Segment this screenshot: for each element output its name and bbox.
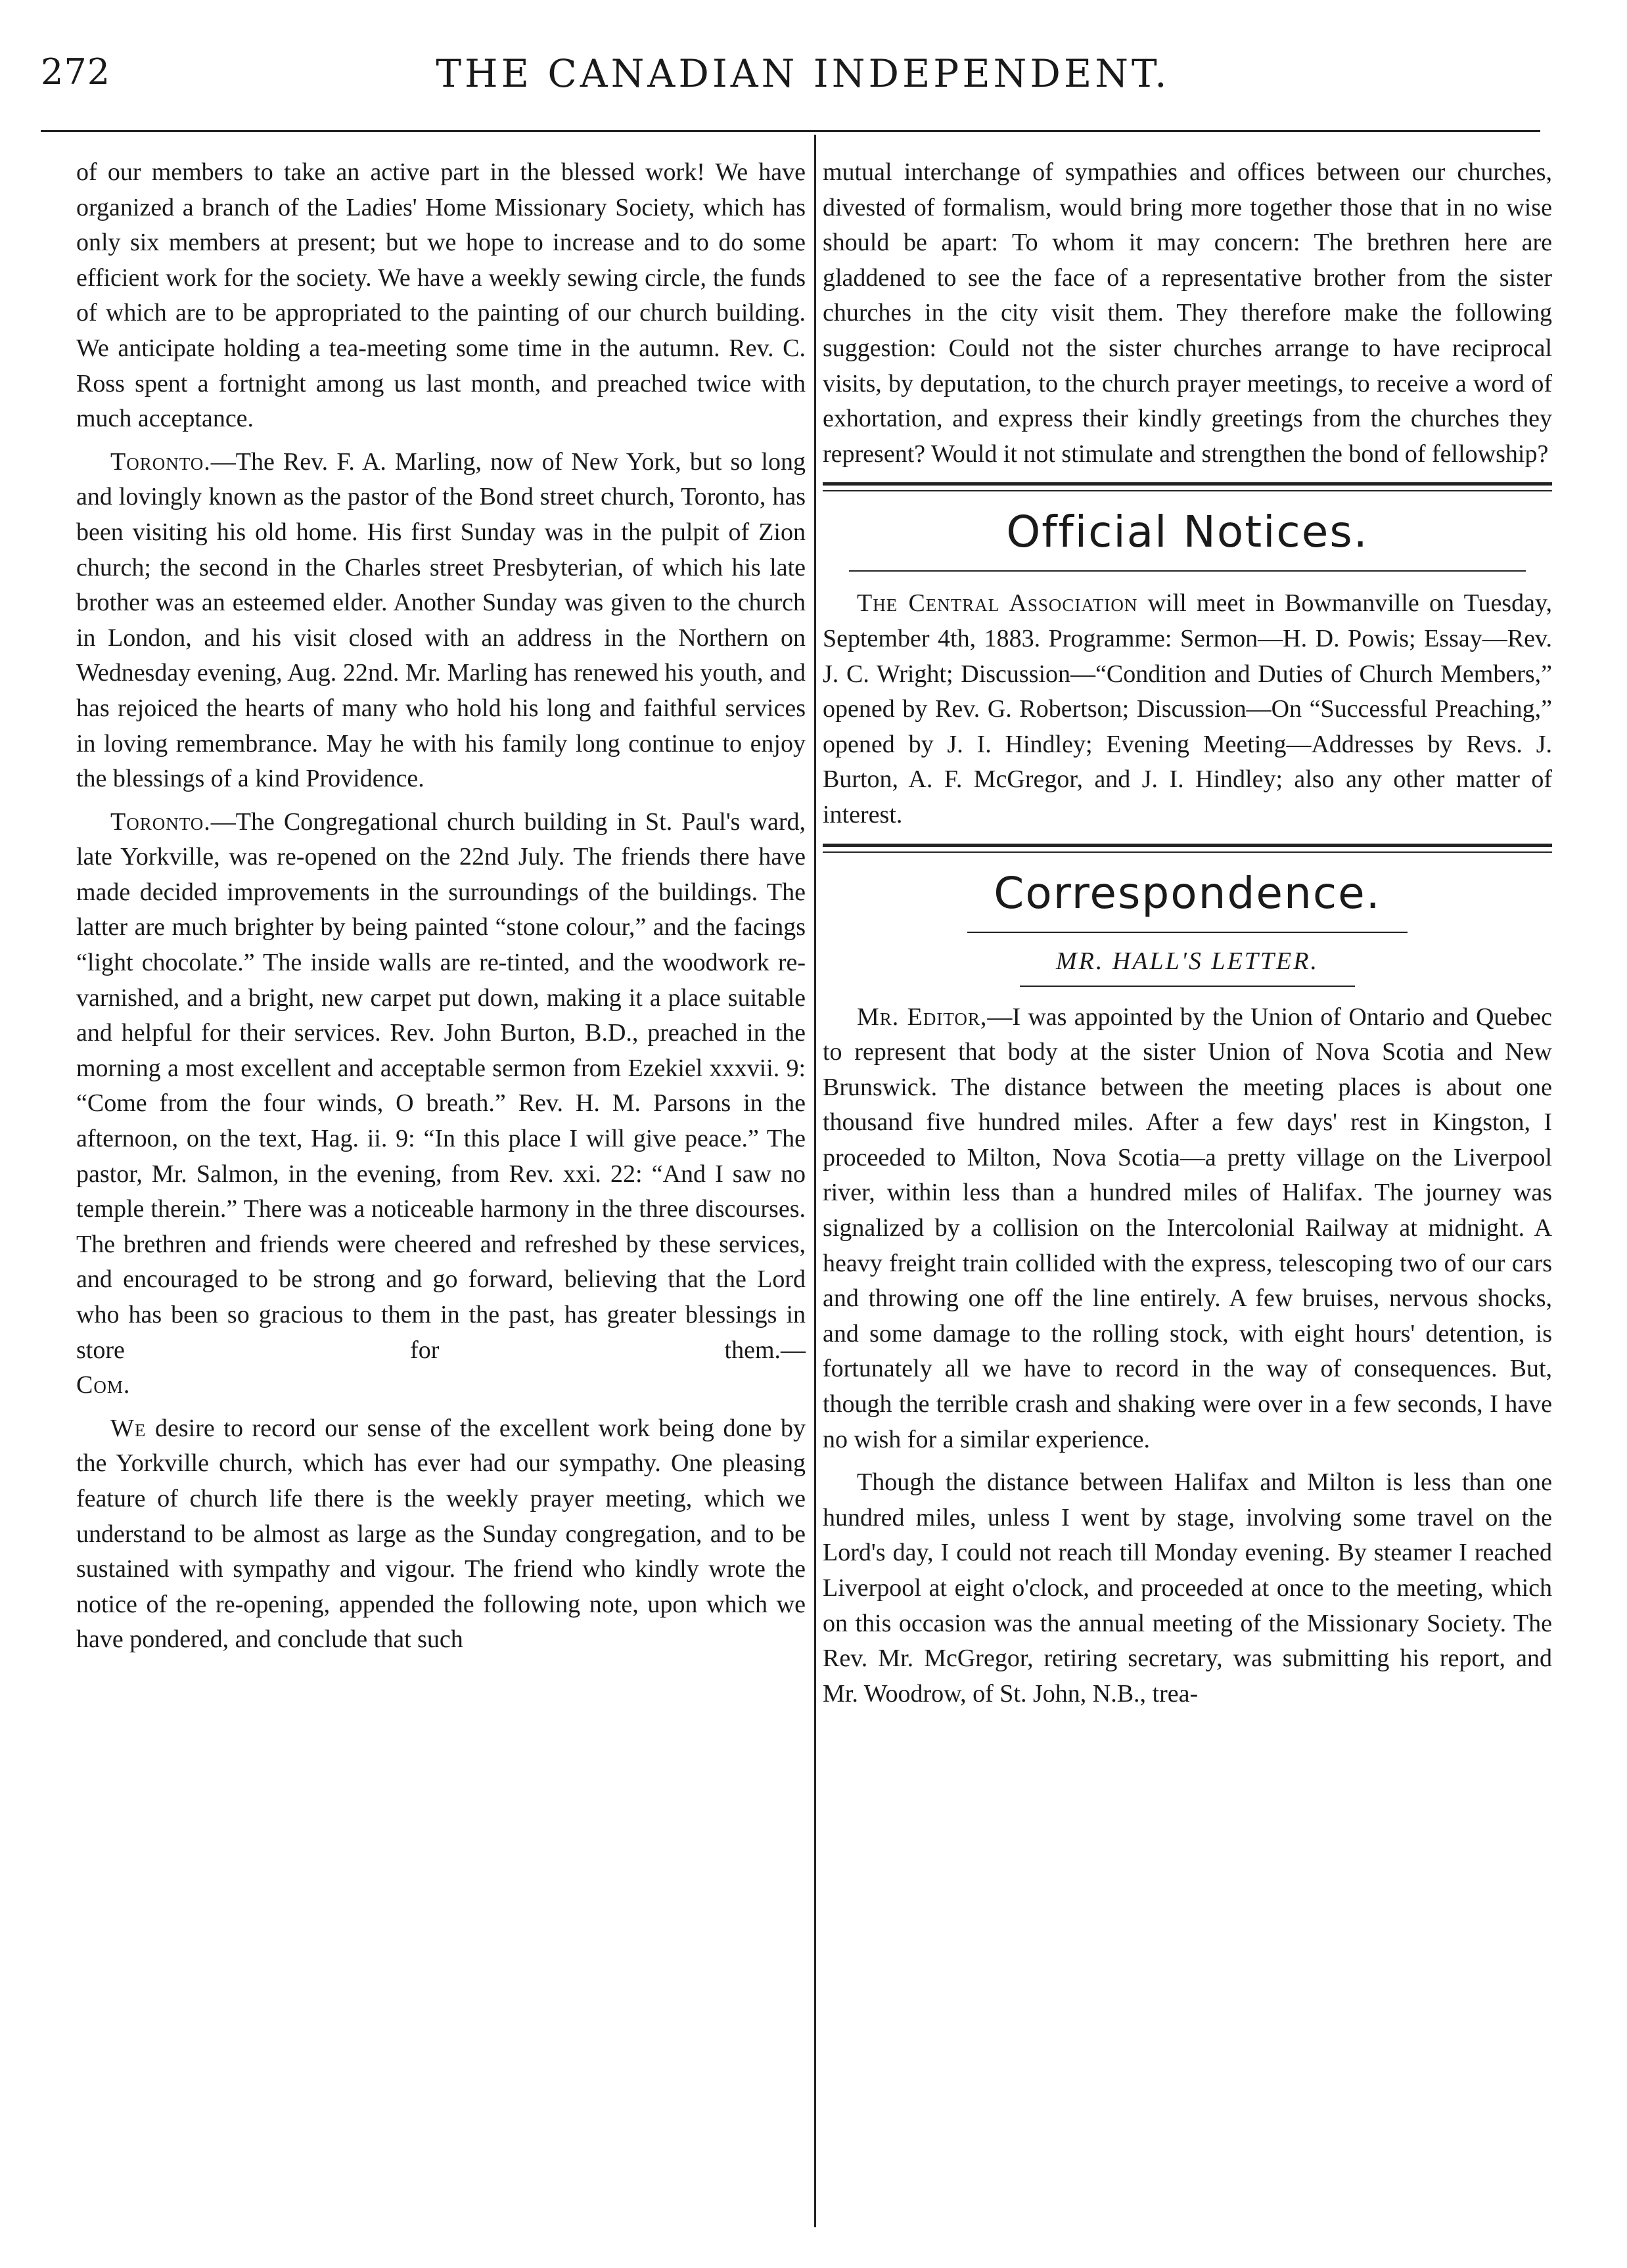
section-rule <box>823 844 1552 853</box>
dateline: Toronto. <box>110 807 211 836</box>
heading-rule <box>849 570 1526 572</box>
official-notice <box>823 586 1552 832</box>
notice-body: will meet in Bowmanville on Tuesday, September 4th, 1883. Programme: Sermon—H. D. Powis; Essay—Rev. J. C. Wright; Discussion—“Condition and Duties of Church Members,” opened by Rev. G. Robertson; Discussion—On “Successful Preaching,” opened by J. I. Hindley; Evening Meeting—Addresses by Revs. J. Burton, A. F. McGregor, and J. I. Hindley; also any other matter of interest. <box>823 589 1552 828</box>
letter-title: MR. HALL'S LETTER. <box>1056 947 1319 975</box>
signature <box>76 1368 806 1403</box>
news-item-toronto-marling <box>76 445 806 797</box>
header-rule <box>41 130 1540 132</box>
signature-text: Com. <box>76 1371 131 1399</box>
paragraph-continued: mutual interchange of sympathies and offices between our churches, divested of formalism, would bring more together those that in no wise should be apart: To whom it may concern: The brethren here are gladdened to see the face of a representative brother from the sister churches in the city visit them. They therefore make the following suggestion: Could not the sister churches arrange to have reciprocal visits, by deputation, to the church prayer meetings, to receive a word of exhortation, and express their kindly greetings from the churches they represent? Would it not stimulate and strengthen the bond of fellowship? <box>823 158 1552 468</box>
page-number: 272 <box>41 51 111 93</box>
left-column <box>76 155 806 1658</box>
right-column <box>823 155 1552 1712</box>
letter-paragraph <box>823 1000 1552 1458</box>
official-notices-heading: Official Notices. <box>1006 507 1369 558</box>
column-divider <box>814 135 816 2227</box>
news-item-toronto-reopening <box>76 805 806 1369</box>
salutation: Mr. Editor, <box>857 1003 988 1031</box>
letter-body: —I was appointed by the Union of Ontario and Quebec to represent that body at the sister Union of Nova Scotia and New Brunswick. The distance between the meeting places is about one thousand five hundred miles. After a few days' rest in Kingston, I proceeded to Milton, Nova Scotia—a pretty village on the Liverpool river, within less than a hundred miles of Halifax. The journey was signalized by a collision on the Intercolonial Railway at midnight. A heavy freight train collided with the express, telescoping two of our cars and throwing one off the line entirely. A few bruises, nervous shocks, and some damage to the rolling stock, with eight hours' detention, is fortunately all we have to record in the way of consequences. But, though the terrible crash and shaking were over in a few seconds, I have no wish for a similar experience. <box>823 1003 1552 1453</box>
lead-word: We <box>110 1414 147 1442</box>
news-item-body: —The Rev. F. A. Marling, now of New York, but so long and lovingly known as the pastor of the Bond street church, Toronto, has been visiting his old home. His first Sunday was in the pulpit of Zion church; the second in the Charles street Presbyterian, of which his late brother was an esteemed elder. Another Sunday was given to the church in London, and his visit closed with an address in the Northern on Wednesday evening, Aug. 22nd. Mr. Marling has renewed his youth, and has rejoiced the hearts of many who hold his long and faithful services in loving remembrance. May he with his family long continue to enjoy the blessings of a kind Providence. <box>76 447 806 793</box>
notice-lead: The Central Association <box>857 589 1138 618</box>
letter-paragraph: Though the distance between Halifax and Milton is less than one hundred miles, unless I went by stage, involving some travel on the Lord's day, I could not reach till Monday evening. By steamer I reached Liverpool at eight o'clock, and proceeded at once to the meeting, which on this occasion was the annual meeting of the Missionary Society. The Rev. Mr. McGregor, retiring secretary, was submitting his report, and Mr. Woodrow, of St. John, N.B., trea- <box>823 1468 1552 1708</box>
news-item-body: —The Congregational church building in St. Paul's ward, late Yorkville, was re-opened on the 22nd July. The friends there have made decided improvements in the surroundings of the buildings. The latter are much brighter by being painted “stone colour,” and the facings “light chocolate.” The inside walls are re-tinted, and the woodwork re-varnished, and a bright, new carpet put down, making it a place suitable and helpful for their services. Rev. John Burton, B.D., preached in the morning a most excellent and acceptable sermon from Ezekiel xxxvii. 9: “Come from the four winds, O breath.” Rev. H. M. Parsons in the afternoon, on the text, Hag. ii. 9: “In this place I will give peace.” The pastor, Mr. Salmon, in the evening, from Rev. xxi. 22: “And I saw no temple therein.” There was a noticeable harmony in the three discourses. The brethren and friends were cheered and refreshed by these services, and encouraged to be strong and go forward, believing that the Lord who has been so gracious to them in the past, has greater blessings in store for them.— <box>76 807 806 1364</box>
section-rule <box>823 482 1552 491</box>
paragraph-continued: of our members to take an active part in the blessed work! We have organized a branch of the Ladies' Home Missionary Society, which has only six members at present; but we hope to increase and to do some efficient work for the society. We have a weekly sewing circle, the funds of which are to be appropriated to the painting of our church building. We anticipate holding a tea-meeting some time in the autumn. Rev. C. Ross spent a fortnight among us last month, and preached twice with much acceptance. <box>76 158 806 433</box>
heading-rule <box>967 932 1408 933</box>
editorial-note-body: desire to record our sense of the excellent work being done by the Yorkville church, which has ever had our sympathy. One pleasing feature of church life there is the weekly prayer meeting, which we understand to be almost as large as the Sunday congregation, and to be sustained with sympathy and vigour. The friend who kindly wrote the notice of the re-opening, appended the following note, upon which we have pondered, and conclude that such <box>76 1414 806 1654</box>
dateline: Toronto. <box>110 447 211 476</box>
correspondence-heading: Correspondence. <box>994 867 1381 919</box>
title-rule <box>1020 986 1355 987</box>
running-header <box>41 51 1565 104</box>
journal-title: THE CANADIAN INDEPENDENT. <box>436 51 1170 96</box>
editorial-note <box>76 1411 806 1658</box>
